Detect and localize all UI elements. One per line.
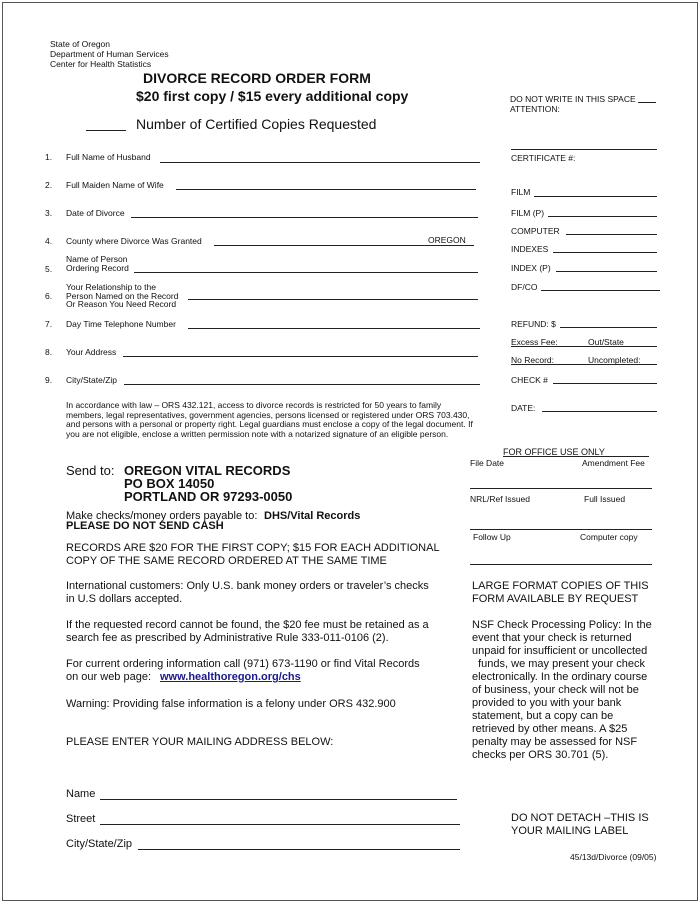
- field-3-num: 3.: [45, 208, 53, 218]
- indexes-input: [553, 252, 657, 253]
- file-date-label: File Date: [470, 458, 505, 468]
- county-input[interactable]: [214, 245, 474, 246]
- send-to-line-2: PO BOX 14050: [124, 476, 215, 491]
- felony-warning: Warning: Providing false information is a felony under ORS 432.900: [66, 698, 396, 710]
- certificate-label: CERTIFICATE #:: [511, 153, 576, 163]
- send-to-line-1: OREGON VITAL RECORDS: [124, 463, 291, 478]
- agency-line-1: State of Oregon: [50, 39, 111, 49]
- orderer-name-input[interactable]: [134, 272, 478, 273]
- field-3-label: Date of Divorce: [66, 208, 125, 218]
- field-7-num: 7.: [45, 319, 53, 329]
- nsf-line-4: funds, we may present your check: [472, 658, 646, 670]
- follow-up-rule: [470, 564, 652, 565]
- field-6-label-3: Or Reason You Need Record: [66, 299, 177, 309]
- refund-label: REFUND: $: [511, 319, 556, 329]
- nsf-line-11: checks per ORS 30.701 (5).: [472, 749, 609, 761]
- records-fee-line-1: RECORDS ARE $20 FOR THE FIRST COPY; $15 FOR EACH ADDITIONAL: [66, 542, 440, 554]
- field-4-label: County where Divorce Was Granted: [66, 236, 202, 246]
- copies-blank[interactable]: [86, 130, 126, 131]
- nsf-line-1: NSF Check Processing Policy: In the: [472, 619, 652, 631]
- film-p-label: FILM (P): [511, 208, 545, 218]
- field-5-label-1: Name of Person: [66, 254, 128, 264]
- large-format-line-2: FORM AVAILABLE BY REQUEST: [472, 593, 639, 605]
- field-6-num: 6.: [45, 291, 53, 301]
- field-2-label: Full Maiden Name of Wife: [66, 180, 164, 190]
- computer-label: COMPUTER: [511, 226, 560, 236]
- form-title: DIVORCE RECORD ORDER FORM: [143, 70, 371, 86]
- agency-line-3: Center for Health Statistics: [50, 59, 152, 69]
- mailing-street-label: Street: [66, 813, 96, 825]
- field-4-num: 4.: [45, 236, 53, 246]
- full-issued-label: Full Issued: [584, 494, 626, 504]
- follow-up-label: Follow Up: [473, 532, 511, 542]
- file-date-rule: [470, 488, 652, 489]
- no-record-rule: [511, 364, 657, 365]
- dfco-input: [541, 290, 660, 291]
- film-input: [534, 196, 657, 197]
- city-state-zip-input[interactable]: [124, 384, 480, 385]
- film-p-input: [548, 216, 657, 217]
- computer-input: [566, 234, 657, 235]
- field-6-label-1: Your Relationship to the: [66, 282, 156, 292]
- amendment-fee-label: Amendment Fee: [582, 458, 645, 468]
- field-8-label: Your Address: [66, 347, 117, 357]
- detach-line-1: DO NOT DETACH –THIS IS: [511, 812, 649, 824]
- wife-name-input[interactable]: [176, 189, 476, 190]
- field-8-num: 8.: [45, 347, 53, 357]
- nsf-line-9: retrieved by other means. A $25: [472, 723, 628, 735]
- mailing-street-input[interactable]: [100, 824, 460, 825]
- dnw-underline: [638, 102, 656, 103]
- send-to-line-3: PORTLAND OR 97293-0050: [124, 489, 293, 504]
- law-notice: In accordance with law – ORS 432.121, access to divorce records is restricted for 50 years to family members, legal representatives, government agencies, persons licensed or registered under ORS 703.430, and persons with a personal or property right. Legal guardians must enclose a copy of the legal document. If you are not eligible, enclose a written permission note with a notarized signature of an eligible person.: [66, 400, 473, 439]
- date-label: DATE:: [511, 403, 536, 413]
- divorce-date-input[interactable]: [131, 217, 478, 218]
- nrl-issued-label: NRL/Ref Issued: [470, 494, 530, 504]
- check-number-label: CHECK #: [511, 375, 548, 385]
- nsf-line-6: of business, your check will not be: [472, 684, 639, 696]
- relationship-input[interactable]: [188, 299, 478, 300]
- film-label: FILM: [511, 187, 531, 197]
- office-use-underline: [503, 456, 649, 457]
- copies-label: Number of Certified Copies Requested: [136, 116, 377, 132]
- field-5-num: 5.: [45, 264, 53, 274]
- mailing-name-label: Name: [66, 788, 96, 800]
- nsf-line-2: event that your check is returned: [472, 632, 632, 644]
- index-p-input: [556, 271, 657, 272]
- nsf-line-5: electronically. In the ordinary course: [472, 671, 648, 683]
- index-p-label: INDEX (P): [511, 263, 551, 273]
- excess-fee-label: Excess Fee:: [511, 337, 558, 347]
- no-record-label: No Record:: [511, 355, 554, 365]
- international-line-1: International customers: Only U.S. bank money orders or traveler’s checks: [66, 580, 429, 592]
- mailing-city-label: City/State/Zip: [66, 838, 133, 850]
- large-format-line-1: LARGE FORMAT COPIES OF THIS: [472, 580, 649, 592]
- husband-name-input[interactable]: [160, 162, 480, 163]
- mailing-city-input[interactable]: [138, 849, 460, 850]
- uncompleted-label: Uncompleted:: [588, 355, 641, 365]
- payable-text: Make checks/money orders payable to:: [66, 510, 258, 522]
- nsf-line-10: penalty may be assessed for NSF: [472, 736, 638, 748]
- excess-fee-rule: [511, 346, 657, 347]
- field-5-label-2: Ordering Record: [66, 263, 129, 273]
- field-9-label: City/State/Zip: [66, 375, 118, 385]
- address-input[interactable]: [123, 356, 478, 357]
- international-line-2: in U.S dollars accepted.: [66, 593, 183, 605]
- check-number-input: [553, 383, 657, 384]
- field-9-num: 9.: [45, 375, 53, 385]
- send-to-label: Send to:: [66, 463, 115, 478]
- records-fee-line-2: COPY OF THE SAME RECORD ORDERED AT THE SAME TIME: [66, 555, 387, 567]
- current-info-line-1: For current ordering information call (971) 673-1190 or find Vital Records: [66, 658, 420, 670]
- nrl-rule: [470, 529, 652, 530]
- field-1-num: 1.: [45, 152, 53, 162]
- website-link[interactable]: www.healthoregon.org/chs: [160, 671, 301, 683]
- computer-copy-label: Computer copy: [580, 532, 638, 542]
- form-code: 45/13d/Divorce (09/05): [570, 852, 657, 862]
- field-1-label: Full Name of Husband: [66, 152, 151, 162]
- not-found-line-1: If the requested record cannot be found, the $20 fee must be retained as a: [66, 619, 429, 631]
- indexes-label: INDEXES: [511, 244, 549, 254]
- field-7-label: Day Time Telephone Number: [66, 319, 176, 329]
- dfco-label: DF/CO: [511, 282, 538, 292]
- date-input: [542, 411, 657, 412]
- phone-input[interactable]: [188, 328, 480, 329]
- mailing-name-input[interactable]: [100, 799, 457, 800]
- nsf-line-8: statement, but a copy can be: [472, 710, 614, 722]
- payable-payee: DHS/Vital Records: [264, 510, 361, 522]
- office-use-heading: FOR OFFICE USE ONLY: [503, 447, 605, 457]
- field-6-label-2: Person Named on the Record: [66, 291, 179, 301]
- county-state-suffix: OREGON: [428, 235, 466, 245]
- mailing-prompt: PLEASE ENTER YOUR MAILING ADDRESS BELOW:: [66, 736, 334, 748]
- out-state-label: Out/State: [588, 337, 624, 347]
- detach-line-2: YOUR MAILING LABEL: [511, 825, 629, 837]
- no-cash-warning: PLEASE DO NOT SEND CASH: [66, 520, 224, 532]
- refund-input: [560, 327, 657, 328]
- attention-label: ATTENTION:: [510, 104, 560, 114]
- agency-line-2: Department of Human Services: [50, 49, 169, 59]
- nsf-line-3: unpaid for insufficient or uncollected: [472, 645, 648, 657]
- not-found-line-2: search fee as prescribed by Administrative Rule 333-011-0106 (2).: [66, 632, 389, 644]
- do-not-write-notice: DO NOT WRITE IN THIS SPACE: [510, 94, 636, 104]
- nsf-line-7: provided to you with your bank: [472, 697, 622, 709]
- field-2-num: 2.: [45, 180, 53, 190]
- current-info-line-2: on our web page:: [66, 671, 152, 683]
- certificate-rule: [511, 149, 657, 150]
- form-subtitle: $20 first copy / $15 every additional copy: [136, 88, 409, 104]
